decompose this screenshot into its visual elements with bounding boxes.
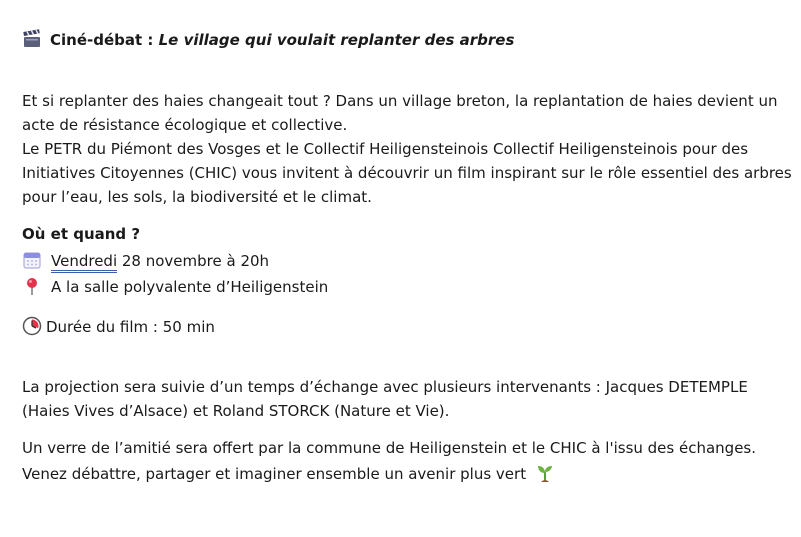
- date-line: [22, 249, 269, 273]
- when-where-heading: Où et quand ?: [22, 225, 141, 243]
- pushpin-icon: [22, 276, 42, 296]
- event-label: Ciné-débat :: [50, 31, 154, 49]
- seedling-icon: [535, 463, 555, 483]
- date-day-link[interactable]: Vendredi: [51, 252, 117, 273]
- calendar-icon: [22, 250, 42, 270]
- film-title: Le village qui voulait replanter des arbres: [158, 31, 515, 49]
- duration-text: Durée du film : 50 min: [46, 318, 215, 336]
- closing-text: Venez débattre, partager et imaginer ensemble un avenir plus vert: [22, 465, 527, 483]
- intro-line-1: Et si replanter des haies changeait tout ? Dans un village breton, la replantation de haies devient un: [22, 92, 778, 110]
- closing-line-1: Un verre de l’amitié sera offert par la commune de Heiligenstein et le CHIC à l'issu des échanges.: [22, 439, 757, 457]
- intro-line-2: acte de résistance écologique et collective.: [22, 116, 348, 134]
- date-text: 28 novembre à 20h: [121, 252, 270, 270]
- clapperboard-icon: [22, 29, 42, 49]
- closing-line-2: [22, 462, 555, 486]
- intro-line-4: Initiatives Citoyennes (CHIC) vous invitent à découvrir un film inspirant sur le rôle essentiel des arbres: [22, 164, 792, 182]
- discussion-line-1: La projection sera suivie d’un temps d’échange avec plusieurs intervenants : Jacques DETEMPLE: [22, 378, 748, 396]
- event-title: [22, 28, 514, 52]
- intro-line-3: Le PETR du Piémont des Vosges et le Collectif Heiligensteinois Collectif Heiligensteinois pour des: [22, 140, 749, 158]
- place-line: [22, 275, 328, 299]
- duration-line: [22, 315, 215, 339]
- discussion-line-2: (Haies Vives d’Alsace) et Roland STORCK (Nature et Vie).: [22, 402, 450, 420]
- intro-line-5: pour l’eau, les sols, la biodiversité et le climat.: [22, 188, 372, 206]
- place-text: A la salle polyvalente d’Heiligenstein: [51, 278, 329, 296]
- clock-icon: [22, 316, 42, 336]
